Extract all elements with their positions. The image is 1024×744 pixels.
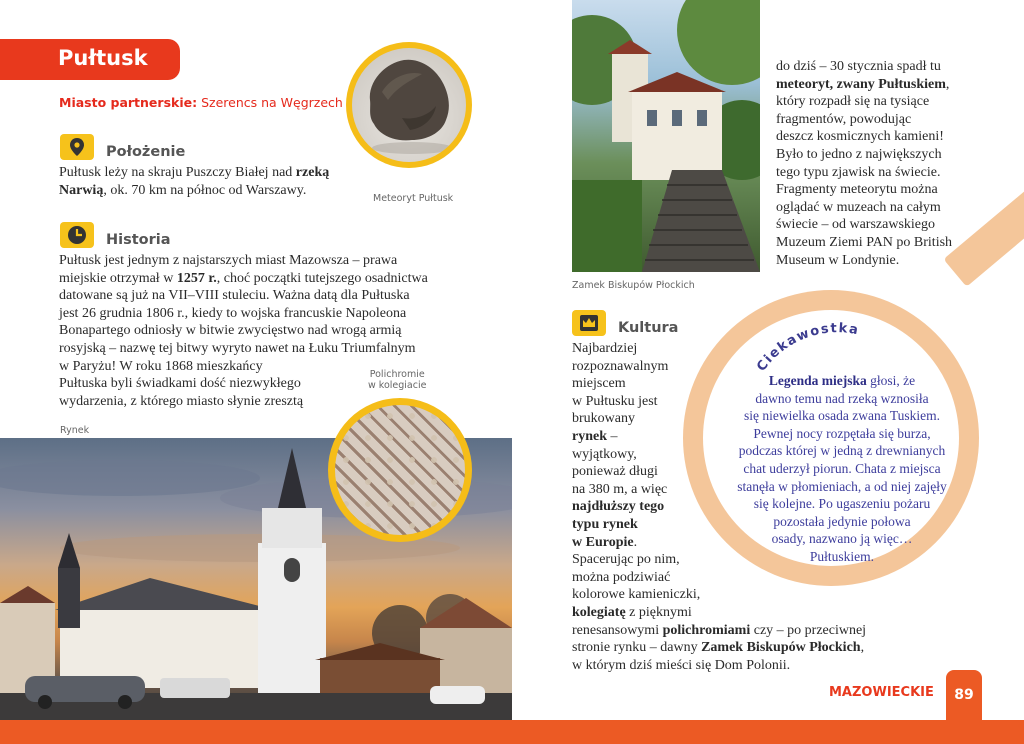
meteoryt-text <box>776 58 976 269</box>
bottom-bar <box>0 720 1024 744</box>
partner-city <box>59 95 343 110</box>
polozenie-line1b: rzeką <box>295 165 330 180</box>
kultura-poly-b: polichromiami <box>662 622 751 638</box>
historia-line: Pułtusk jest jednym z najstarszych miast Mazowsza – prawa <box>59 253 398 268</box>
historia-line: w Paryżu! W roku 1868 mieszkańcy <box>59 358 263 374</box>
historia-line: datowane są już na VII–VIII stuleciu. Ważna datą dla Pułtuska <box>59 288 410 304</box>
caption-rynek: Rynek <box>60 425 90 436</box>
historia-line: Pułtuska byli świadkami dość niezwykłego <box>59 376 301 392</box>
polozenie-line2b: , ok. 70 km na północ od Warszawy. <box>103 182 307 198</box>
polichromie-image <box>335 405 465 535</box>
meteoryt-line: Było to jedno z największych <box>776 146 942 162</box>
caption-meteoryt: Meteoryt Pułtusk <box>373 193 454 204</box>
page-title: Pułtusk <box>58 46 148 70</box>
section-heading-historia: Historia <box>106 232 171 248</box>
partner-value: Szerencs na Węgrzech <box>201 95 343 110</box>
kultura-period: . <box>633 534 638 550</box>
kultura-zamek-c: , <box>860 640 865 656</box>
map-pin-icon <box>60 134 94 160</box>
meteoryt-bold: meteoryt, zwany Pułtuskiem <box>776 76 946 92</box>
ciekawostka-line: Pewnej nocy rozpętała się burza, <box>753 425 931 441</box>
ciekawostka-first: głosi, że <box>866 373 916 388</box>
meteoryt-line: Fragmenty meteorytu można <box>776 182 938 198</box>
ciekawostka-label-text: Ciekawostka <box>754 321 861 375</box>
page-number: 89 <box>946 670 982 720</box>
crown-icon <box>572 310 606 336</box>
ciekawostka-line: się kolejne. Po ugaszeniu pożaru <box>753 496 931 512</box>
kultura-line: kolorowe kamieniczki, <box>572 587 701 603</box>
kultura-line: Spacerując po nim, <box>572 552 680 568</box>
meteoryt-line: fragmentów, powodując <box>776 111 912 127</box>
caption-polichromie-line2: w kolegiacie <box>368 380 427 391</box>
section-heading-polozenie: Położenie <box>106 144 186 160</box>
polozenie-text <box>59 164 349 199</box>
kultura-kolegiata: kolegiatę <box>572 604 626 620</box>
ciekawostka-line: się niewielka osada zwana Tuskiem. <box>743 408 941 424</box>
meteor-image <box>352 48 466 162</box>
kultura-line: w którym dziś mieści się Dom Polonii. <box>572 657 791 673</box>
ciekawostka-line: Pułtuskiem. <box>809 548 875 564</box>
kultura-line: Najbardziej <box>572 341 638 356</box>
meteoryt-line: do dziś – 30 stycznia spadł tu <box>776 59 941 74</box>
kultura-rynek: rynek <box>572 428 607 444</box>
ciekawostka-line: pozostała jedynie połowa <box>773 513 911 529</box>
zamek-photo <box>572 0 760 272</box>
meteoryt-line: deszcz kosmicznych kamieni! <box>776 129 944 145</box>
caption-zamek: Zamek Biskupów Płockich <box>572 280 695 291</box>
ciekawostka-bold: Legenda miejska <box>768 373 867 388</box>
kultura-bold-line: typu rynek <box>572 516 638 532</box>
historia-line2c: , choć początki tutejszego osadnictwa <box>216 270 428 286</box>
ciekawostka-line: dawno temu nad rzeką wznosiła <box>755 390 929 406</box>
ciekawostka-line: podczas której w jedną z drewnianych <box>738 443 946 459</box>
kultura-dash: – <box>607 428 618 444</box>
kultura-line: na 380 m, a więc <box>572 481 668 497</box>
kultura-bold-line: w Europie <box>572 534 634 550</box>
polozenie-line2a: Narwią <box>59 182 104 198</box>
kultura-poly-a: renesansowymi <box>572 622 663 638</box>
historia-line2b: 1257 r. <box>176 270 217 286</box>
kultura-line: miejscem <box>572 376 626 392</box>
region-label: MAZOWIECKIE <box>829 685 934 700</box>
meteoryt-line: oglądać w muzeach na całym <box>776 199 941 215</box>
ciekawostka-line: chat uderzył piorun. Chata z miejsca <box>743 460 941 476</box>
clock-icon <box>60 222 94 248</box>
kultura-line: ponieważ długi <box>572 464 658 480</box>
kultura-line: można podziwiać <box>572 569 671 585</box>
kultura-line: rozpoznawalnym <box>572 358 669 374</box>
meteoryt-line: który rozpadł się na tysiące <box>776 94 930 110</box>
meteoryt-line: świecie – od warszawskiego <box>776 217 936 233</box>
kultura-zamek-b: Zamek Biskupów Płockich <box>701 640 861 656</box>
historia-line: jest 26 grudnia 1806 r., kiedy to wojska francuskie Napoleona <box>59 305 407 321</box>
kultura-text <box>572 340 902 674</box>
meteoryt-line: tego typu zjawisk na świecie. <box>776 164 941 180</box>
kultura-zamek-a: stronie rynku – dawny <box>572 640 702 656</box>
caption-polichromie <box>368 369 426 391</box>
historia-line: rosyjską – nazwę tej bitwy wyryto nawet na Łuku Triumfalnym <box>59 340 416 356</box>
kultura-line: w Pułtusku jest <box>572 393 658 409</box>
kultura-poly-c: czy – po przeciwnej <box>750 622 867 638</box>
kultura-line: brukowany <box>572 411 635 427</box>
ciekawostka-line: osady, nazwano ją więc… <box>771 531 913 547</box>
historia-line: wydarzenia, z którego miasto słynie zresztą <box>59 393 304 409</box>
meteoryt-line: Museum w Londynie. <box>776 252 900 268</box>
historia-line2a: miejskie otrzymał w <box>59 270 177 286</box>
kultura-line: wyjątkowy, <box>572 446 637 462</box>
meteoryt-line: Muzeum Ziemi PAN po British <box>776 234 953 250</box>
meteoryt-comma: , <box>945 76 950 92</box>
partner-label: Miasto partnerskie: <box>59 95 198 110</box>
caption-polichromie-line1: Polichromie <box>369 369 425 380</box>
polozenie-line1a: Pułtusk leży na skraju Puszczy Białej nad <box>59 165 296 180</box>
kultura-bold-line: najdłuższy tego <box>572 499 665 515</box>
kultura-kolegiata-rest: z pięknymi <box>625 604 692 620</box>
section-heading-kultura: Kultura <box>618 320 679 336</box>
ciekawostka-line: stanęła w płomieniach, a od niej zajęły <box>737 478 947 494</box>
historia-line: Bonapartego odniosły w bitwie zwycięstwo nad wrogą armią <box>59 323 402 339</box>
